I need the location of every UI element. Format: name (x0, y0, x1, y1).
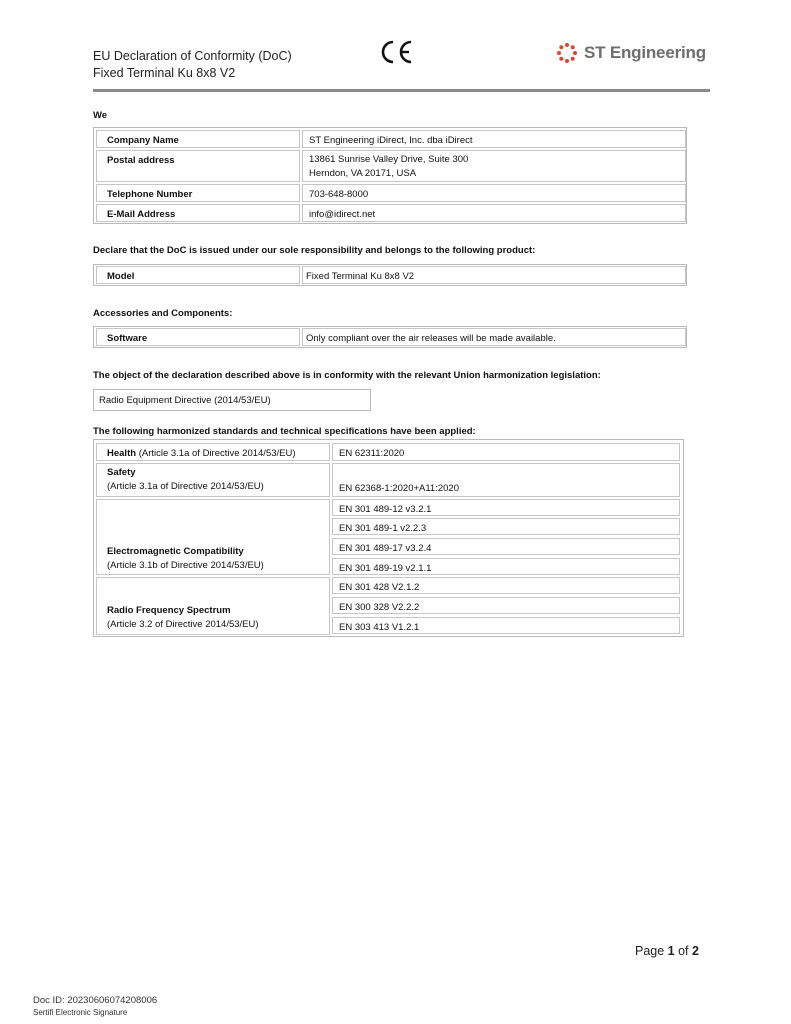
conformity-label: The object of the declaration described above is in conformity with the relevant Union harmonization legislation: (93, 370, 601, 381)
postal-address-line2: Herndon, VA 20171, USA (309, 168, 417, 179)
safety-standard-1: EN 62368-1:2020+A11:2020 (332, 463, 680, 497)
company-logo (556, 42, 706, 64)
email-value: info@idirect.net (302, 204, 686, 222)
emc-category (96, 499, 330, 575)
software-table (93, 326, 687, 348)
postal-address-label: Postal address (96, 150, 300, 182)
email-label: E-Mail Address (96, 204, 300, 222)
model-label: Model (96, 266, 300, 284)
telephone-value: 703-648-8000 (302, 184, 686, 202)
health-article: (Article 3.1a of Directive 2014/53/EU) (138, 448, 296, 459)
safety-category (96, 463, 330, 497)
standards-table (93, 439, 684, 637)
rf-standard-2: EN 300 328 V2.2.2 (332, 597, 680, 614)
model-table (93, 264, 687, 286)
emc-name: Electromagnetic Compatibility (107, 546, 244, 557)
telephone-label: Telephone Number (96, 184, 300, 202)
emc-standard-2: EN 301 489-1 v2.2.3 (332, 518, 680, 535)
company-info-table (93, 127, 687, 224)
emc-standard-3: EN 301 489-17 v3.2.4 (332, 538, 680, 555)
health-category (96, 443, 330, 461)
model-value: Fixed Terminal Ku 8x8 V2 (302, 266, 686, 284)
we-label: We (93, 110, 108, 121)
st-engineering-logo-icon (556, 42, 578, 64)
standards-label: The following harmonized standards and technical specifications have been applied: (93, 426, 476, 437)
product-declaration-label: Declare that the DoC is issued under our sole responsibility and belongs to the following product: (93, 245, 536, 256)
safety-name: Safety (107, 467, 136, 478)
health-standard-1: EN 62311:2020 (332, 443, 680, 461)
ce-mark-icon (378, 38, 414, 66)
page-total: 2 (692, 944, 699, 958)
software-value: Only compliant over the air releases will be made available. (302, 328, 686, 346)
software-label: Software (96, 328, 300, 346)
emc-article: (Article 3.1b of Directive 2014/53/EU) (107, 560, 264, 571)
document-title-line1: EU Declaration of Conformity (DoC) (93, 49, 292, 63)
document-title-line2: Fixed Terminal Ku 8x8 V2 (93, 66, 236, 80)
directive-box: Radio Equipment Directive (2014/53/EU) (93, 389, 371, 411)
rf-standard-1: EN 301 428 V2.1.2 (332, 577, 680, 594)
safety-article: (Article 3.1a of Directive 2014/53/EU) (107, 481, 264, 492)
document-title (93, 48, 292, 82)
postal-address-line1: 13861 Sunrise Valley Drive, Suite 300 (309, 154, 469, 165)
logo-text: ST Engineering (584, 43, 706, 62)
emc-standard-4: EN 301 489-19 v2.1.1 (332, 558, 680, 575)
page-prefix: Page (635, 944, 668, 958)
page-of: of (674, 944, 692, 958)
company-name-value: ST Engineering iDirect, Inc. dba iDirect (302, 130, 686, 148)
company-name-label: Company Name (96, 130, 300, 148)
header-divider (93, 89, 710, 92)
rf-category (96, 577, 330, 635)
signature-note: Sertifi Electronic Signature (33, 1008, 128, 1017)
emc-standard-1: EN 301 489-12 v3.2.1 (332, 499, 680, 516)
accessories-label: Accessories and Components: (93, 308, 233, 319)
page-number (635, 944, 699, 958)
postal-address-value (302, 150, 686, 182)
doc-id: Doc ID: 20230606074208006 (33, 995, 158, 1006)
page-current: 1 (667, 944, 675, 958)
health-name: Health (107, 448, 137, 459)
rf-standard-3: EN 303 413 V1.2.1 (332, 617, 680, 634)
rf-name: Radio Frequency Spectrum (107, 605, 231, 616)
rf-article: (Article 3.2 of Directive 2014/53/EU) (107, 619, 259, 630)
